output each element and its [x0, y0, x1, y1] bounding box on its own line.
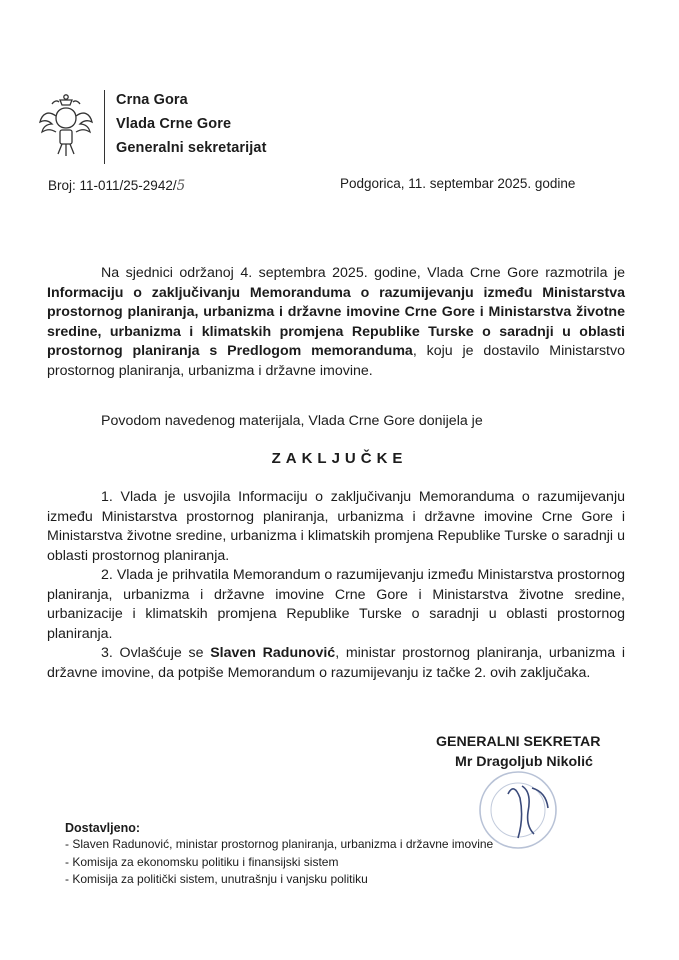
conclusions-list: [47, 488, 625, 683]
reference-number-handwritten: 5: [176, 178, 186, 194]
conclusion-item-3-name: Slaven Radunović: [210, 645, 336, 661]
place-date: Podgorica, 11. septembar 2025. godine: [340, 176, 576, 191]
list-item: - Slaven Radunović, ministar prostornog planiranja, urbanizma i državne imovine: [65, 836, 493, 854]
delivered-title: Dostavljeno:: [65, 821, 141, 835]
reference-number: [48, 178, 185, 194]
list-item: - Komisija za politički sistem, unutrašnju i vanjsku politiku: [65, 871, 493, 889]
conclusion-item-3-post: , ministar prostornog planiranja, urbanizma i državne imovine, da potpiše Memorandum o razumijevanju iz tačke 2. ovih zaključaka.: [47, 645, 625, 681]
letterhead: [38, 88, 338, 170]
conclusions-title: ZAKLJUČKE: [271, 450, 408, 467]
org-secretariat: Generalni sekretarijat: [116, 140, 267, 156]
intro-bold-title: Informaciju o zaključivanju Memoranduma o razumijevanju između Ministarstva prostornog planiranja, urbanizma i državne imovine Crne Gore i Ministarstva životne sredine, urbanizma i klimatskih promjena Republike Turske o saradnji u oblasti prostornog planiranja s Predlogom memoranduma: [47, 284, 625, 359]
signature-title: GENERALNI SEKRETAR: [436, 734, 601, 750]
list-item: - Komisija za ekonomsku politiku i finansijski sistem: [65, 854, 493, 872]
signature-name: Mr Dragoljub Nikolić: [455, 754, 593, 770]
conclusion-item: 2. Vlada je prihvatila Memorandum o razumijevanju između Ministarstva prostornog planiranja, urbanizma i državne imovine Crne Gore i Ministarstva životne sredine, urbanizacije i klimatskih promjena Republike Turske o saradnji u oblasti prostornog planiranja.: [47, 567, 625, 642]
divider: [104, 90, 105, 164]
delivered-list: [65, 836, 493, 889]
org-country: Crna Gora: [116, 92, 188, 108]
coat-of-arms-icon: [38, 92, 94, 162]
org-government: Vlada Crne Gore: [116, 116, 232, 132]
conclusion-item: [47, 644, 625, 683]
intro-text-2: , koju je dostavilo Ministarstvo prostornog planiranja, urbanizma i državne imovine.: [47, 343, 625, 379]
intro-paragraph: [47, 264, 625, 381]
conclusion-item-3-pre: 3. Ovlašćuje se: [101, 645, 211, 661]
reference-number-text: Broj: 11-011/25-2942/: [48, 178, 177, 193]
intro-second-paragraph: Povodom navedenog materijala, Vlada Crne Gore donijela je: [101, 413, 483, 429]
conclusion-item: 1. Vlada je usvojila Informaciju o zaključivanju Memoranduma o razumijevanju između Ministarstva prostornog planiranja, urbanizma i državne imovine Crne Gore i Ministarstva životne sredine, urbanizma i klimatskih promjena Republike Turske o saradnji u oblasti prostornog planiranja.: [47, 489, 625, 564]
intro-text-1: Na sjednici održanoj 4. septembra 2025. godine, Vlada Crne Gore razmotrila je: [101, 265, 625, 281]
